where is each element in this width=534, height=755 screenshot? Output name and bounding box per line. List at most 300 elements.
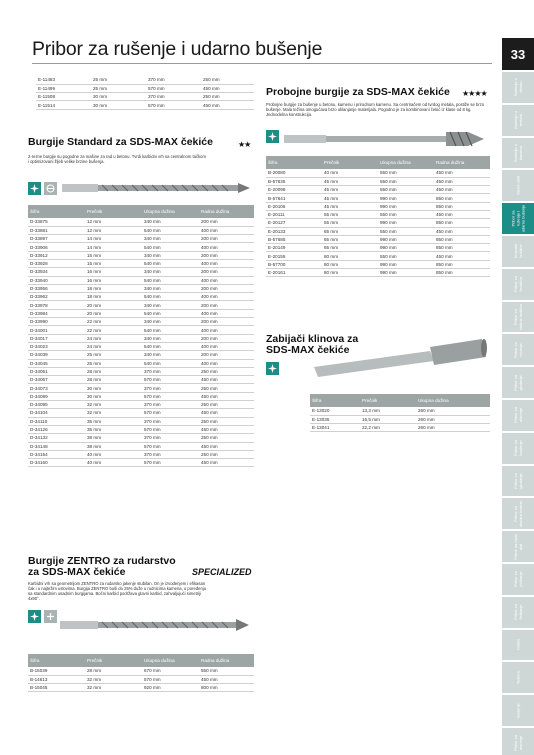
table-cell: 370 mm (144, 385, 161, 391)
tool-type-icon (266, 130, 279, 143)
zentro-table (28, 654, 254, 692)
table-cell: 540 mm (144, 327, 161, 333)
table-cell: 800 mm (201, 685, 218, 691)
sidebar-item-label: Pribor za merenje (513, 735, 523, 752)
table-cell: B-15039 (30, 668, 48, 674)
table-cell: 250 mm (201, 402, 218, 408)
table-cell: 990 mm (380, 237, 397, 243)
table-cell: 55 mm (324, 212, 339, 218)
table-cell: 540 mm (144, 244, 161, 250)
col-ukupna: Ukupna dužina (142, 654, 199, 667)
sidebar-item[interactable] (502, 334, 534, 365)
table-cell: E-13020 (312, 408, 330, 414)
table-cell: 990 mm (380, 203, 397, 209)
table-cell: 850 mm (436, 245, 453, 251)
sidebar-item-label: Pribor za brusilice (513, 276, 523, 293)
col-precnik: Prečnik (85, 654, 142, 667)
col-ukupna: Ukupna dužina (378, 156, 434, 169)
table-row (28, 342, 254, 350)
table-cell: 14 mm (87, 244, 102, 250)
table-cell: 32 mm (87, 410, 102, 416)
table-cell: 200 mm (201, 302, 218, 308)
table-row (28, 243, 254, 251)
sidebar-item[interactable] (502, 138, 534, 169)
sidebar-item[interactable] (502, 236, 534, 267)
table-row (28, 376, 254, 384)
table-cell: 40 mm (87, 460, 102, 466)
table-row (28, 442, 254, 450)
sidebar-item-label: Pribor za ubodnu testeru (513, 500, 523, 528)
probojne-title: Probojne burgije za SDS-MAX čekiće (266, 86, 450, 98)
sidebar-item[interactable] (502, 203, 534, 234)
col-sifra: Šifra (28, 654, 85, 667)
table-cell: 40 mm (87, 451, 102, 457)
table-cell: 65 mm (324, 237, 339, 243)
table-cell: 450 mm (203, 102, 220, 108)
table-row (28, 218, 254, 226)
table-row (28, 276, 254, 284)
table-cell: 540 mm (144, 227, 161, 233)
sidebar-item-label: Pribor za brušenje (513, 440, 523, 457)
table-cell: 340 mm (144, 252, 161, 258)
category-sidebar (502, 72, 534, 752)
table-row (28, 384, 254, 392)
table-cell: 370 mm (144, 435, 161, 441)
table-cell: 200 mm (201, 335, 218, 341)
table-row (28, 434, 254, 442)
sidebar-item[interactable] (502, 400, 534, 431)
table-cell: D-33956 (30, 286, 48, 292)
table-cell: 540 mm (144, 294, 161, 300)
table-cell: D-34148 (30, 443, 48, 449)
table-cell: 450 mm (436, 228, 453, 234)
table-cell: 80 mm (324, 261, 339, 267)
table-cell: D-33928 (30, 261, 48, 267)
probojne-stars: ★★★★ (462, 89, 487, 98)
tip-geometry-icon (44, 182, 57, 195)
table-cell: 14 mm (87, 236, 102, 242)
table-cell: D-33912 (30, 252, 48, 258)
tip-geometry-icon (44, 610, 57, 623)
table-row (266, 269, 490, 277)
table-cell: E-11508 (38, 94, 56, 100)
tool-type-icon (266, 362, 279, 375)
table-cell: 370 mm (144, 368, 161, 374)
col-radna: Radna dužina (199, 654, 254, 667)
table-cell: 24 mm (87, 335, 102, 341)
table-cell: 200 mm (201, 319, 218, 325)
table-cell: B-57685 (268, 237, 286, 243)
sidebar-item[interactable] (502, 662, 534, 693)
table-cell: 920 mm (144, 685, 161, 691)
table-cell: 16,5 mm (362, 416, 380, 422)
table-cell: E-20127 (268, 220, 286, 226)
table-cell: 38 mm (87, 443, 102, 449)
table-cell: 400 mm (201, 277, 218, 283)
table-cell: 200 mm (201, 252, 218, 258)
table-cell: 550 mm (380, 170, 397, 176)
table-cell: 400 mm (201, 244, 218, 250)
probojne-description: Probojne burgije za bušenje u betonu, kamenu i prirodnom kamenu. Sa centriračem od tvrdog metala, postiže se brzo bušenje. Mala težina omogućava brzo uklanjanje materijala. Pogodno je za kombinovani čekić iz klase od 8 kg. Jednodelna konstrukcija. (266, 102, 485, 117)
table-cell: 570 mm (148, 85, 165, 91)
table-cell: D-34095 (30, 402, 48, 408)
table-cell: 18 mm (87, 286, 102, 292)
table-row (28, 359, 254, 367)
col-precnik: Prečnik (85, 205, 142, 218)
table-cell: E-13035 (312, 416, 330, 422)
table-cell: 35 mm (87, 427, 102, 433)
table-cell: 450 mm (436, 178, 453, 184)
table-row (36, 93, 254, 101)
table-row (28, 226, 254, 234)
table-cell: E-13041 (312, 425, 330, 431)
table-cell: E-20161 (268, 270, 286, 276)
col-radna: Radna dužina (199, 205, 254, 218)
table-cell: 850 mm (436, 237, 453, 243)
table-cell: 540 mm (144, 261, 161, 267)
table-cell: 450 mm (436, 170, 453, 176)
table-cell: 200 mm (201, 236, 218, 242)
sidebar-item-label: Pribor za poliranje (513, 571, 523, 588)
table-cell: D-34045 (30, 360, 48, 366)
table-cell: D-34051 (30, 368, 48, 374)
table-cell: D-33990 (30, 319, 48, 325)
col-sifra: Šifra (266, 156, 322, 169)
table-row (28, 284, 254, 292)
sidebar-item[interactable] (502, 302, 534, 333)
table-cell: B-20080 (268, 170, 286, 176)
table-cell: D-34023 (30, 344, 48, 350)
table-cell: 260 mm (418, 425, 435, 431)
table-cell: 340 mm (144, 286, 161, 292)
table-cell: D-34017 (30, 335, 48, 341)
table-cell: 250 mm (201, 451, 218, 457)
sidebar-item[interactable] (502, 269, 534, 300)
sidebar-item[interactable] (502, 466, 534, 497)
sidebar-item[interactable] (502, 498, 534, 529)
table-cell: 340 mm (144, 219, 161, 225)
table-row (310, 407, 490, 415)
table-cell: 340 mm (144, 352, 161, 358)
table-row (266, 244, 490, 252)
table-cell: 450 mm (201, 443, 218, 449)
col-sifra: Šifra (28, 205, 85, 218)
table-row (28, 268, 254, 276)
table-cell: 550 mm (380, 187, 397, 193)
table-cell: 80 mm (324, 270, 339, 276)
table-cell: 570 mm (148, 102, 165, 108)
table-row (266, 219, 490, 227)
table-row (36, 84, 254, 92)
table-cell: 250 mm (201, 418, 218, 424)
sidebar-item[interactable] (502, 367, 534, 398)
table-cell: D-33940 (30, 277, 48, 283)
table-cell: 540 mm (144, 310, 161, 316)
table-cell: 990 mm (380, 261, 397, 267)
table-cell: 450 mm (201, 377, 218, 383)
sidebar-item[interactable] (502, 564, 534, 595)
table-cell: 990 mm (380, 245, 397, 251)
table-cell: 400 mm (201, 327, 218, 333)
sidebar-item-label: Pribor za rušenje i udarno bušenje (510, 204, 526, 233)
table-cell: 400 mm (201, 294, 218, 300)
table-row (28, 392, 254, 400)
table-row (28, 675, 254, 683)
table-cell: E-11499 (38, 85, 56, 91)
table-cell: 16 mm (87, 277, 102, 283)
table-cell: E-20155 (268, 253, 286, 259)
probojne-table (266, 156, 490, 277)
table-cell: 55 mm (324, 220, 339, 226)
sidebar-item-label: Pribor za rezanje (513, 341, 523, 358)
table-cell: 450 mm (201, 410, 218, 416)
table-cell: 24 mm (87, 344, 102, 350)
table-cell: 200 mm (201, 352, 218, 358)
sidebar-item-label: Pribor za oštrenje (513, 407, 523, 424)
col-sifra: Šifra (310, 394, 360, 407)
table-cell: 370 mm (144, 402, 161, 408)
col-ukupna: Ukupna dužina (416, 394, 490, 407)
page-title: Pribor za rušenje i udarno bušenje (32, 38, 323, 60)
table-row (28, 318, 254, 326)
table-cell: 12 mm (87, 219, 102, 225)
table-cell: 990 mm (380, 270, 397, 276)
table-cell: 400 mm (201, 261, 218, 267)
table-cell: 450 mm (201, 676, 218, 682)
table-cell: 990 mm (380, 220, 397, 226)
table-cell: 850 mm (436, 203, 453, 209)
sds-max-drill-image (62, 178, 252, 198)
zentro-title-line2: za SDS-MAX čekiće (28, 566, 126, 578)
sidebar-item[interactable] (502, 630, 534, 661)
table-cell: 25 mm (87, 360, 102, 366)
table-cell: 250 mm (201, 435, 218, 441)
table-cell: E-20105 (268, 203, 286, 209)
table-row (28, 251, 254, 259)
table-cell: 570 mm (144, 443, 161, 449)
sidebar-item[interactable] (502, 597, 534, 628)
table-cell: D-33875 (30, 219, 48, 225)
table-row (28, 425, 254, 433)
table-cell: 570 mm (144, 377, 161, 383)
title-rule (32, 63, 492, 64)
table-row (28, 351, 254, 359)
table-row (266, 210, 490, 218)
table-cell: 18 mm (87, 294, 102, 300)
sidebar-item[interactable] (502, 170, 534, 201)
table-cell: D-34073 (30, 385, 48, 391)
table-row (266, 227, 490, 235)
table-cell: 340 mm (144, 319, 161, 325)
col-ukupna: Ukupna dužina (142, 205, 199, 218)
table-cell: 990 mm (380, 195, 397, 201)
table-row (310, 424, 490, 432)
table-row (266, 177, 490, 185)
table-cell: B-15045 (30, 685, 48, 691)
standard-stars: ★★ (238, 140, 251, 149)
table-cell: D-34089 (30, 393, 48, 399)
tool-type-icon (28, 182, 41, 195)
table-cell: 450 mm (203, 85, 220, 91)
sidebar-item-label: Pribor za glodanje (513, 472, 523, 489)
table-row (28, 459, 254, 467)
pin-driver-image (310, 333, 488, 383)
table-cell: 65 mm (324, 228, 339, 234)
table-cell: B-57635 (268, 178, 286, 184)
sidebar-item[interactable] (502, 728, 534, 755)
table-cell: 550 mm (380, 178, 397, 184)
table-row (28, 401, 254, 409)
sidebar-item-label: Pribor za glodanje (513, 374, 523, 391)
sidebar-item-label: Pribor za multi alat (513, 533, 523, 560)
table-cell: 550 mm (201, 668, 218, 674)
table-row (36, 101, 254, 109)
specialized-badge: SPECIALIZED (192, 567, 252, 577)
sidebar-item[interactable] (502, 72, 534, 103)
table-cell: 45 mm (324, 195, 339, 201)
table-cell: E-11483 (38, 77, 56, 83)
table-cell: 45 mm (324, 203, 339, 209)
table-cell: 850 mm (436, 195, 453, 201)
sidebar-item[interactable] (502, 105, 534, 136)
breaker-drill-image (284, 128, 488, 150)
table-row (266, 169, 490, 177)
sidebar-item-label: Pribor za stubne bušilice (513, 303, 523, 331)
table-cell: 22 mm (87, 327, 102, 333)
table-cell: E-20133 (268, 228, 286, 234)
table-row (28, 326, 254, 334)
table-cell: D-34104 (30, 410, 48, 416)
table-cell: 260 mm (418, 408, 435, 414)
table-row (266, 194, 490, 202)
table-cell: 570 mm (144, 427, 161, 433)
table-row (28, 367, 254, 375)
sidebar-item-label: Ostalo (515, 639, 521, 651)
table-cell: 20 mm (87, 302, 102, 308)
table-cell: E-11514 (38, 102, 56, 108)
table-cell: 20 mm (87, 310, 102, 316)
table-cell: 40 mm (324, 170, 339, 176)
table-cell: 550 mm (380, 212, 397, 218)
table-cell: 550 mm (380, 253, 397, 259)
table-row (266, 202, 490, 210)
table-cell: D-34067 (30, 377, 48, 383)
table-cell: 30 mm (93, 94, 108, 100)
table-row (28, 409, 254, 417)
sidebar-item[interactable] (502, 695, 534, 726)
table-cell: 570 mm (144, 676, 161, 682)
table-cell: 80 mm (324, 253, 339, 259)
standard-table (28, 205, 254, 467)
table-cell: 370 mm (144, 418, 161, 424)
table-cell: 32 mm (87, 685, 102, 691)
table-row (36, 76, 254, 84)
table-cell: 400 mm (201, 310, 218, 316)
table-cell: 370 mm (148, 77, 165, 83)
table-cell: D-34160 (30, 460, 48, 466)
table-row (28, 259, 254, 267)
table-cell: 570 mm (144, 393, 161, 399)
table-cell: 200 mm (201, 286, 218, 292)
table-cell: D-34110 (30, 418, 48, 424)
table-cell: 16 mm (87, 269, 102, 275)
table-cell: 400 mm (201, 344, 218, 350)
table-cell: 850 mm (436, 270, 453, 276)
sidebar-item[interactable] (502, 433, 534, 464)
sidebar-item[interactable] (502, 531, 534, 562)
table-cell: D-33906 (30, 244, 48, 250)
table-cell: 250 mm (203, 94, 220, 100)
klinovi-table (310, 394, 490, 432)
table-cell: 540 mm (144, 277, 161, 283)
sidebar-item-label: Testere (515, 671, 521, 685)
sidebar-item-label: Bušenje (515, 703, 521, 718)
table-cell: 30 mm (87, 385, 102, 391)
table-cell: D-33962 (30, 294, 48, 300)
table-cell: 22,2 mm (362, 425, 380, 431)
sidebar-item-label: Bušenje u metalu (513, 111, 523, 130)
table-cell: 15 mm (87, 261, 102, 267)
table-cell: D-34039 (30, 352, 48, 358)
table-cell: 32 mm (87, 402, 102, 408)
table-cell: 15 mm (87, 252, 102, 258)
table-row (28, 684, 254, 692)
table-cell: 250 mm (203, 77, 220, 83)
standard-description: 2-rezne burgije su pogodne za mašine za rad u betonu. Tvrdi karbidni vrh sa centralnom tačkom i optimizovani žljeb velike brzine bušenja. (28, 154, 206, 164)
table-cell: 200 mm (201, 269, 218, 275)
table-cell: D-34001 (30, 327, 48, 333)
table-cell: 340 mm (144, 269, 161, 275)
table-cell: 28 mm (87, 377, 102, 383)
table-row (266, 186, 490, 194)
top-table (36, 76, 254, 110)
tool-type-icon (28, 610, 41, 623)
table-cell: B-57700 (268, 261, 286, 267)
table-row (28, 450, 254, 458)
table-cell: 570 mm (144, 410, 161, 416)
table-cell: 850 mm (436, 261, 453, 267)
table-cell: 200 mm (201, 219, 218, 225)
table-cell: 25 mm (87, 352, 102, 358)
table-cell: 370 mm (144, 451, 161, 457)
zentro-title-line1: Burgije ZENTRO za rudarstvo (28, 555, 176, 567)
table-cell: D-33934 (30, 269, 48, 275)
table-cell: D-34126 (30, 427, 48, 433)
table-cell: 340 mm (144, 236, 161, 242)
table-cell: 32 mm (87, 676, 102, 682)
table-cell: 22 mm (87, 319, 102, 325)
table-cell: 370 mm (148, 94, 165, 100)
col-precnik: Prečnik (322, 156, 378, 169)
table-cell: 250 mm (201, 368, 218, 374)
table-cell: B-57641 (268, 195, 286, 201)
sidebar-item-label: Krunske bušilice (513, 244, 523, 259)
table-row (28, 334, 254, 342)
table-cell: B-14613 (30, 676, 48, 682)
table-cell: 28 mm (87, 368, 102, 374)
table-cell: 450 mm (201, 427, 218, 433)
table-cell: E-20098 (268, 187, 286, 193)
table-cell: 35 mm (87, 418, 102, 424)
table-cell: D-34154 (30, 451, 48, 457)
table-cell: 340 mm (144, 302, 161, 308)
page-number: 33 (502, 38, 534, 70)
sidebar-item-label: Bušenje u drvetu (513, 78, 523, 97)
table-cell: D-33881 (30, 227, 48, 233)
table-row (28, 417, 254, 425)
table-cell: 65 mm (324, 245, 339, 251)
col-precnik: Prečnik (360, 394, 416, 407)
